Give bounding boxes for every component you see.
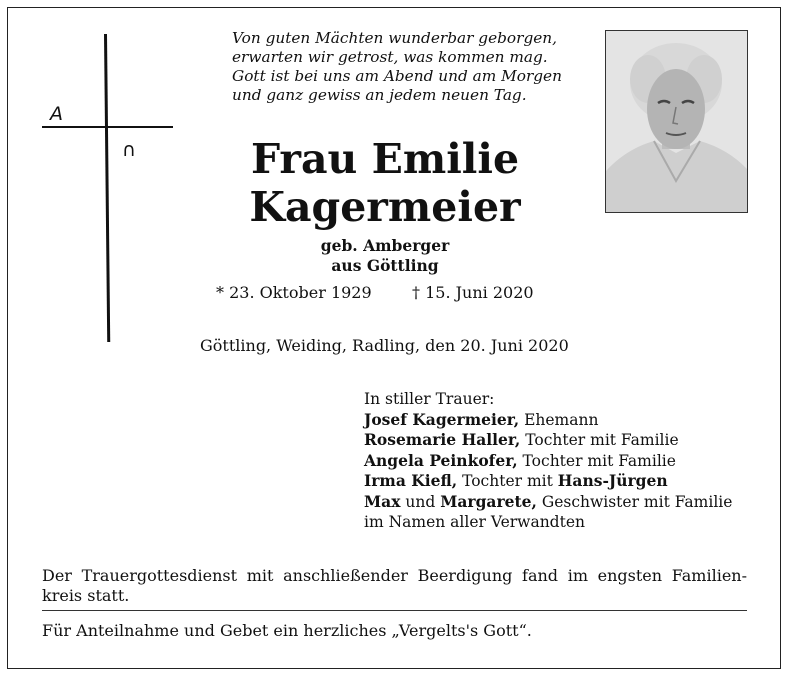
mourner-row (364, 430, 732, 451)
deceased-name-last: Kagermeier (249, 183, 521, 231)
poem-line: Von guten Mächten wunderbar geborgen, (232, 29, 557, 47)
death-date: † 15. Juni 2020 (412, 283, 534, 302)
hometown: aus Göttling (331, 256, 439, 275)
mourner-name: Max (364, 491, 401, 511)
cross-beam (42, 126, 173, 128)
mourner-relation: und (400, 492, 441, 511)
omega-symbol: ∩ (122, 139, 136, 161)
mourner-name: Rosemarie Haller, (364, 430, 521, 449)
mourner-row (364, 451, 732, 472)
poem (232, 29, 602, 105)
poem-line: und ganz gewiss an jedem neuen Tag. (232, 86, 527, 104)
mourner-relation: Tochter mit Familie (517, 451, 676, 470)
thanks-note: Für Anteilnahme und Gebet ein herzliches „Vergelts's Gott“. (42, 621, 532, 640)
mourner-row (364, 471, 732, 492)
poem-line: Gott ist bei uns am Abend und am Morgen (232, 67, 562, 85)
mourner-row (364, 492, 732, 513)
portrait-image (606, 31, 747, 212)
maiden-name: geb. Amberger (320, 236, 450, 255)
mourner-relation: Tochter mit Familie (520, 431, 679, 449)
mourner-relation: Ehemann (519, 410, 599, 429)
mourner-name: Hans-Jürgen (557, 471, 668, 490)
mourners-closing: im Namen aller Verwandten (364, 513, 585, 531)
mourner-name: Angela Peinkofer, (364, 450, 518, 470)
mourner-name: Margarete, (440, 491, 537, 511)
mourner-relation: Geschwister mit Familie (536, 492, 733, 511)
place-date: Göttling, Weiding, Radling, den 20. Juni 2020 (200, 336, 569, 355)
mourner-name: Irma Kiefl, (364, 471, 458, 490)
birth-date: * 23. Oktober 1929 (216, 283, 372, 302)
alpha-symbol: A (50, 103, 63, 125)
mourner-relation: Tochter mit (457, 472, 558, 490)
divider (42, 610, 747, 611)
service-notice: Der Trauergottesdienst mit anschließender Beerdigung fand im engsten Familien-kreis statt. (42, 566, 747, 605)
mourners-intro: In stiller Trauer: (364, 390, 495, 408)
deceased-name-first: Frau Emilie (250, 135, 520, 183)
mourners-list (364, 389, 732, 533)
deceased-origin (200, 236, 570, 276)
portrait-photo (605, 30, 748, 213)
mourner-name: Josef Kagermeier, (364, 409, 520, 429)
poem-line: erwarten wir getrost, was kommen mag. (232, 48, 548, 66)
mourner-row (364, 410, 732, 431)
